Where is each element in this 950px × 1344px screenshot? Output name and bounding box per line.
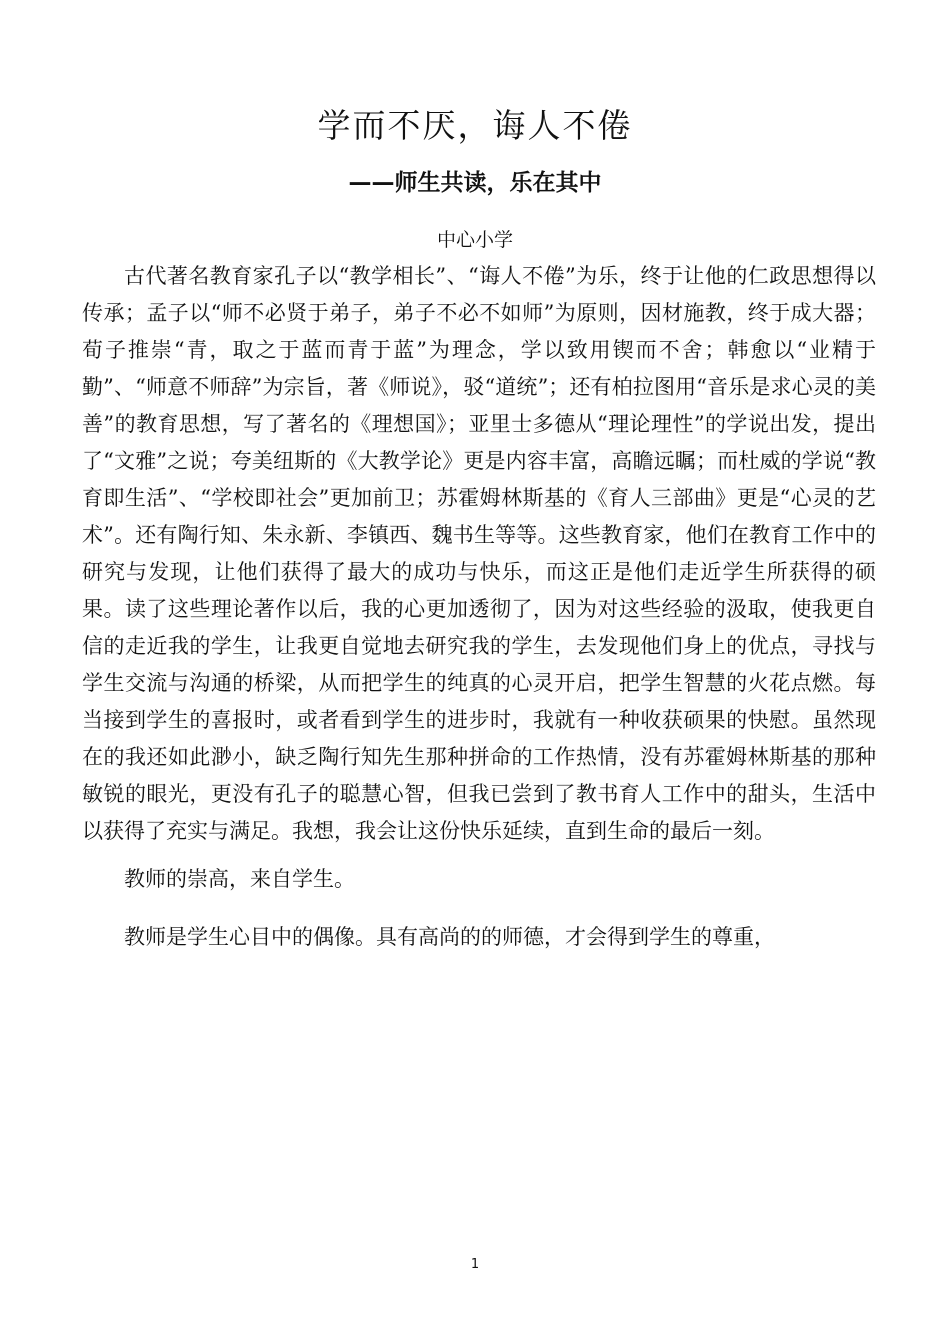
document-author: 中心小学 [436, 229, 513, 251]
paragraph-1: 古代著名教育家孔子以“教学相长”、“诲人不倦”为乐，终于让他的仁政思想得以传承；孟子以“师不必贤于弟子，弟子不必不如师”为原则，因材施教，终于成大器；荀子推崇“青，取之于蓝而青于蓝”为理念，学以致用锲而不舍；韩愈以“业精于勤”、“师意不师辞”为宗旨，著《师说》，驳“道统”；还有柏拉图用“音乐是求心灵的美善”的教育思想，写了著名的《理想国》；亚里士多德从“理论理性”的学说出发，提出了“文雅”之说；夸美纽斯的《大教学论》更是内容丰富，高瞻远瞩；而杜威的学说“教育即生活”、“学校即社会”更加前卫；苏霍姆林斯基的《育人三部曲》更是“心灵的艺术”。还有陶行知、朱永新、李镇西、魏书生等等。这些教育家，他们在教育工作中的研究与发现，让他们获得了最大的成功与快乐，而这正是他们走近学生所获得的硕果。读了这些理论著作以后，我的心更加透彻了，因为对这些经验的汲取，使我更自信的走近我的学生，让我更自觉地去研究我的学生，去发现他们身上的优点，寻找与学生交流与沟通的桥梁，从而把学生的纯真的心灵开启，把学生智慧的火花点燃。每当接到学生的喜报时，或者看到学生的进步时，我就有一种收获硕果的快慰。虽然现在的我还如此渺小，缺乏陶行知先生那种拼命的工作热情，没有苏霍姆林斯基的那种敏锐的眼光，更没有孔子的聪慧心智，但我已尝到了教书育人工作中的甜头，生活中以获得了充实与满足。我想，我会让这份快乐延续，直到生命的最后一刻。 [82, 264, 876, 843]
document-title: 学而不厌，诲人不倦 [317, 106, 633, 145]
document-body [82, 258, 876, 956]
paragraph-2: 教师的崇高，来自学生。 [124, 867, 355, 891]
document-subtitle: ——师生共读，乐在其中 [348, 170, 602, 196]
page-number: 1 [470, 1257, 480, 1272]
paragraph-3: 教师是学生心目中的偶像。具有高尚的的师德，才会得到学生的尊重， [124, 925, 775, 949]
